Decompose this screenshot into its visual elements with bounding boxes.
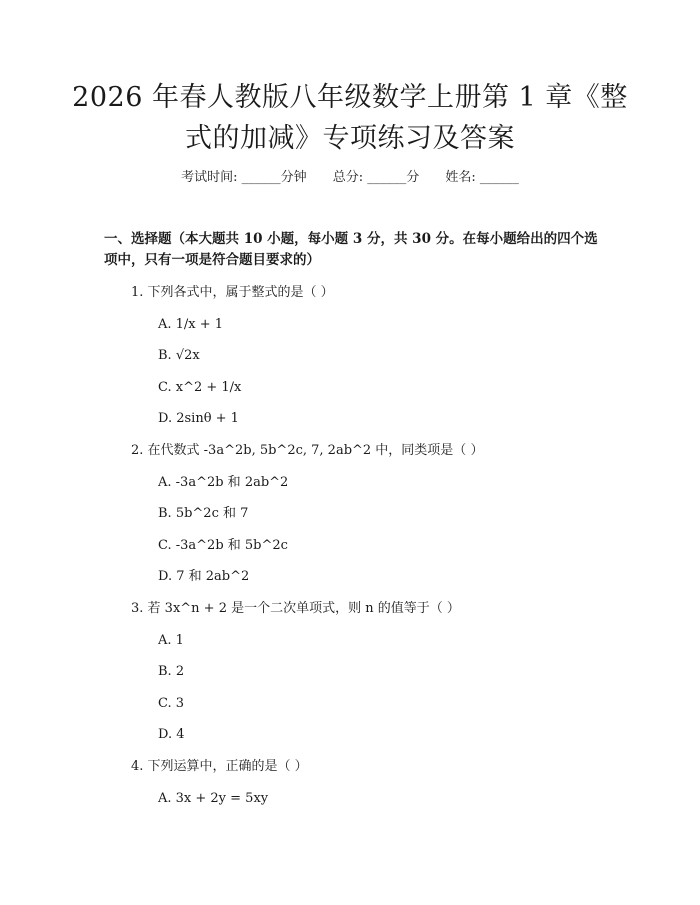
section-heading-line-1: 一、选择题（本大题共 10 小题，每小题 3 分，共 30 分。在每小题给出的四个选 bbox=[104, 231, 598, 247]
question-option: A. -3a^2b 和 2ab^2 bbox=[158, 475, 289, 490]
question-stem: 4. 下列运算中，正确的是（ ） bbox=[131, 759, 308, 774]
question-option: C. -3a^2b 和 5b^2c bbox=[158, 538, 288, 553]
exam-info-line bbox=[0, 168, 700, 188]
question-option: A. 1 bbox=[158, 633, 184, 648]
question-stem: 3. 若 3x^n + 2 是一个二次单项式，则 n 的值等于（ ） bbox=[131, 601, 460, 616]
question-option: C. x^2 + 1/x bbox=[158, 380, 242, 395]
question-stem: 2. 在代数式 -3a^2b, 5b^2c, 7, 2ab^2 中，同类项是（ ） bbox=[131, 443, 484, 458]
question-option: A. 3x + 2y = 5xy bbox=[158, 791, 269, 806]
document-title-line-1: 2026 年春人教版八年级数学上册第 1 章《整 bbox=[72, 82, 628, 113]
question-stem: 1. 下列各式中，属于整式的是（ ） bbox=[131, 285, 334, 300]
exam-time-field: 考试时间: ______分钟 bbox=[181, 170, 307, 185]
question-option: B. 2 bbox=[158, 664, 185, 679]
question-option: B. √2x bbox=[158, 348, 200, 363]
question-option: B. 5b^2c 和 7 bbox=[158, 506, 249, 521]
section-heading-line-2: 项中，只有一项是符合题目要求的） bbox=[104, 252, 320, 268]
question-option: D. 7 和 2ab^2 bbox=[158, 569, 250, 584]
exam-score-field: 总分: ______分 bbox=[332, 170, 420, 185]
question-option: C. 3 bbox=[158, 696, 185, 711]
question-option: A. 1/x + 1 bbox=[158, 317, 224, 332]
question-option: D. 4 bbox=[158, 727, 185, 742]
question-option: D. 2sinθ + 1 bbox=[158, 411, 239, 426]
document-title-line-2: 式的加减》专项练习及答案 bbox=[185, 123, 515, 154]
student-name-field: 姓名: ______ bbox=[445, 170, 519, 185]
